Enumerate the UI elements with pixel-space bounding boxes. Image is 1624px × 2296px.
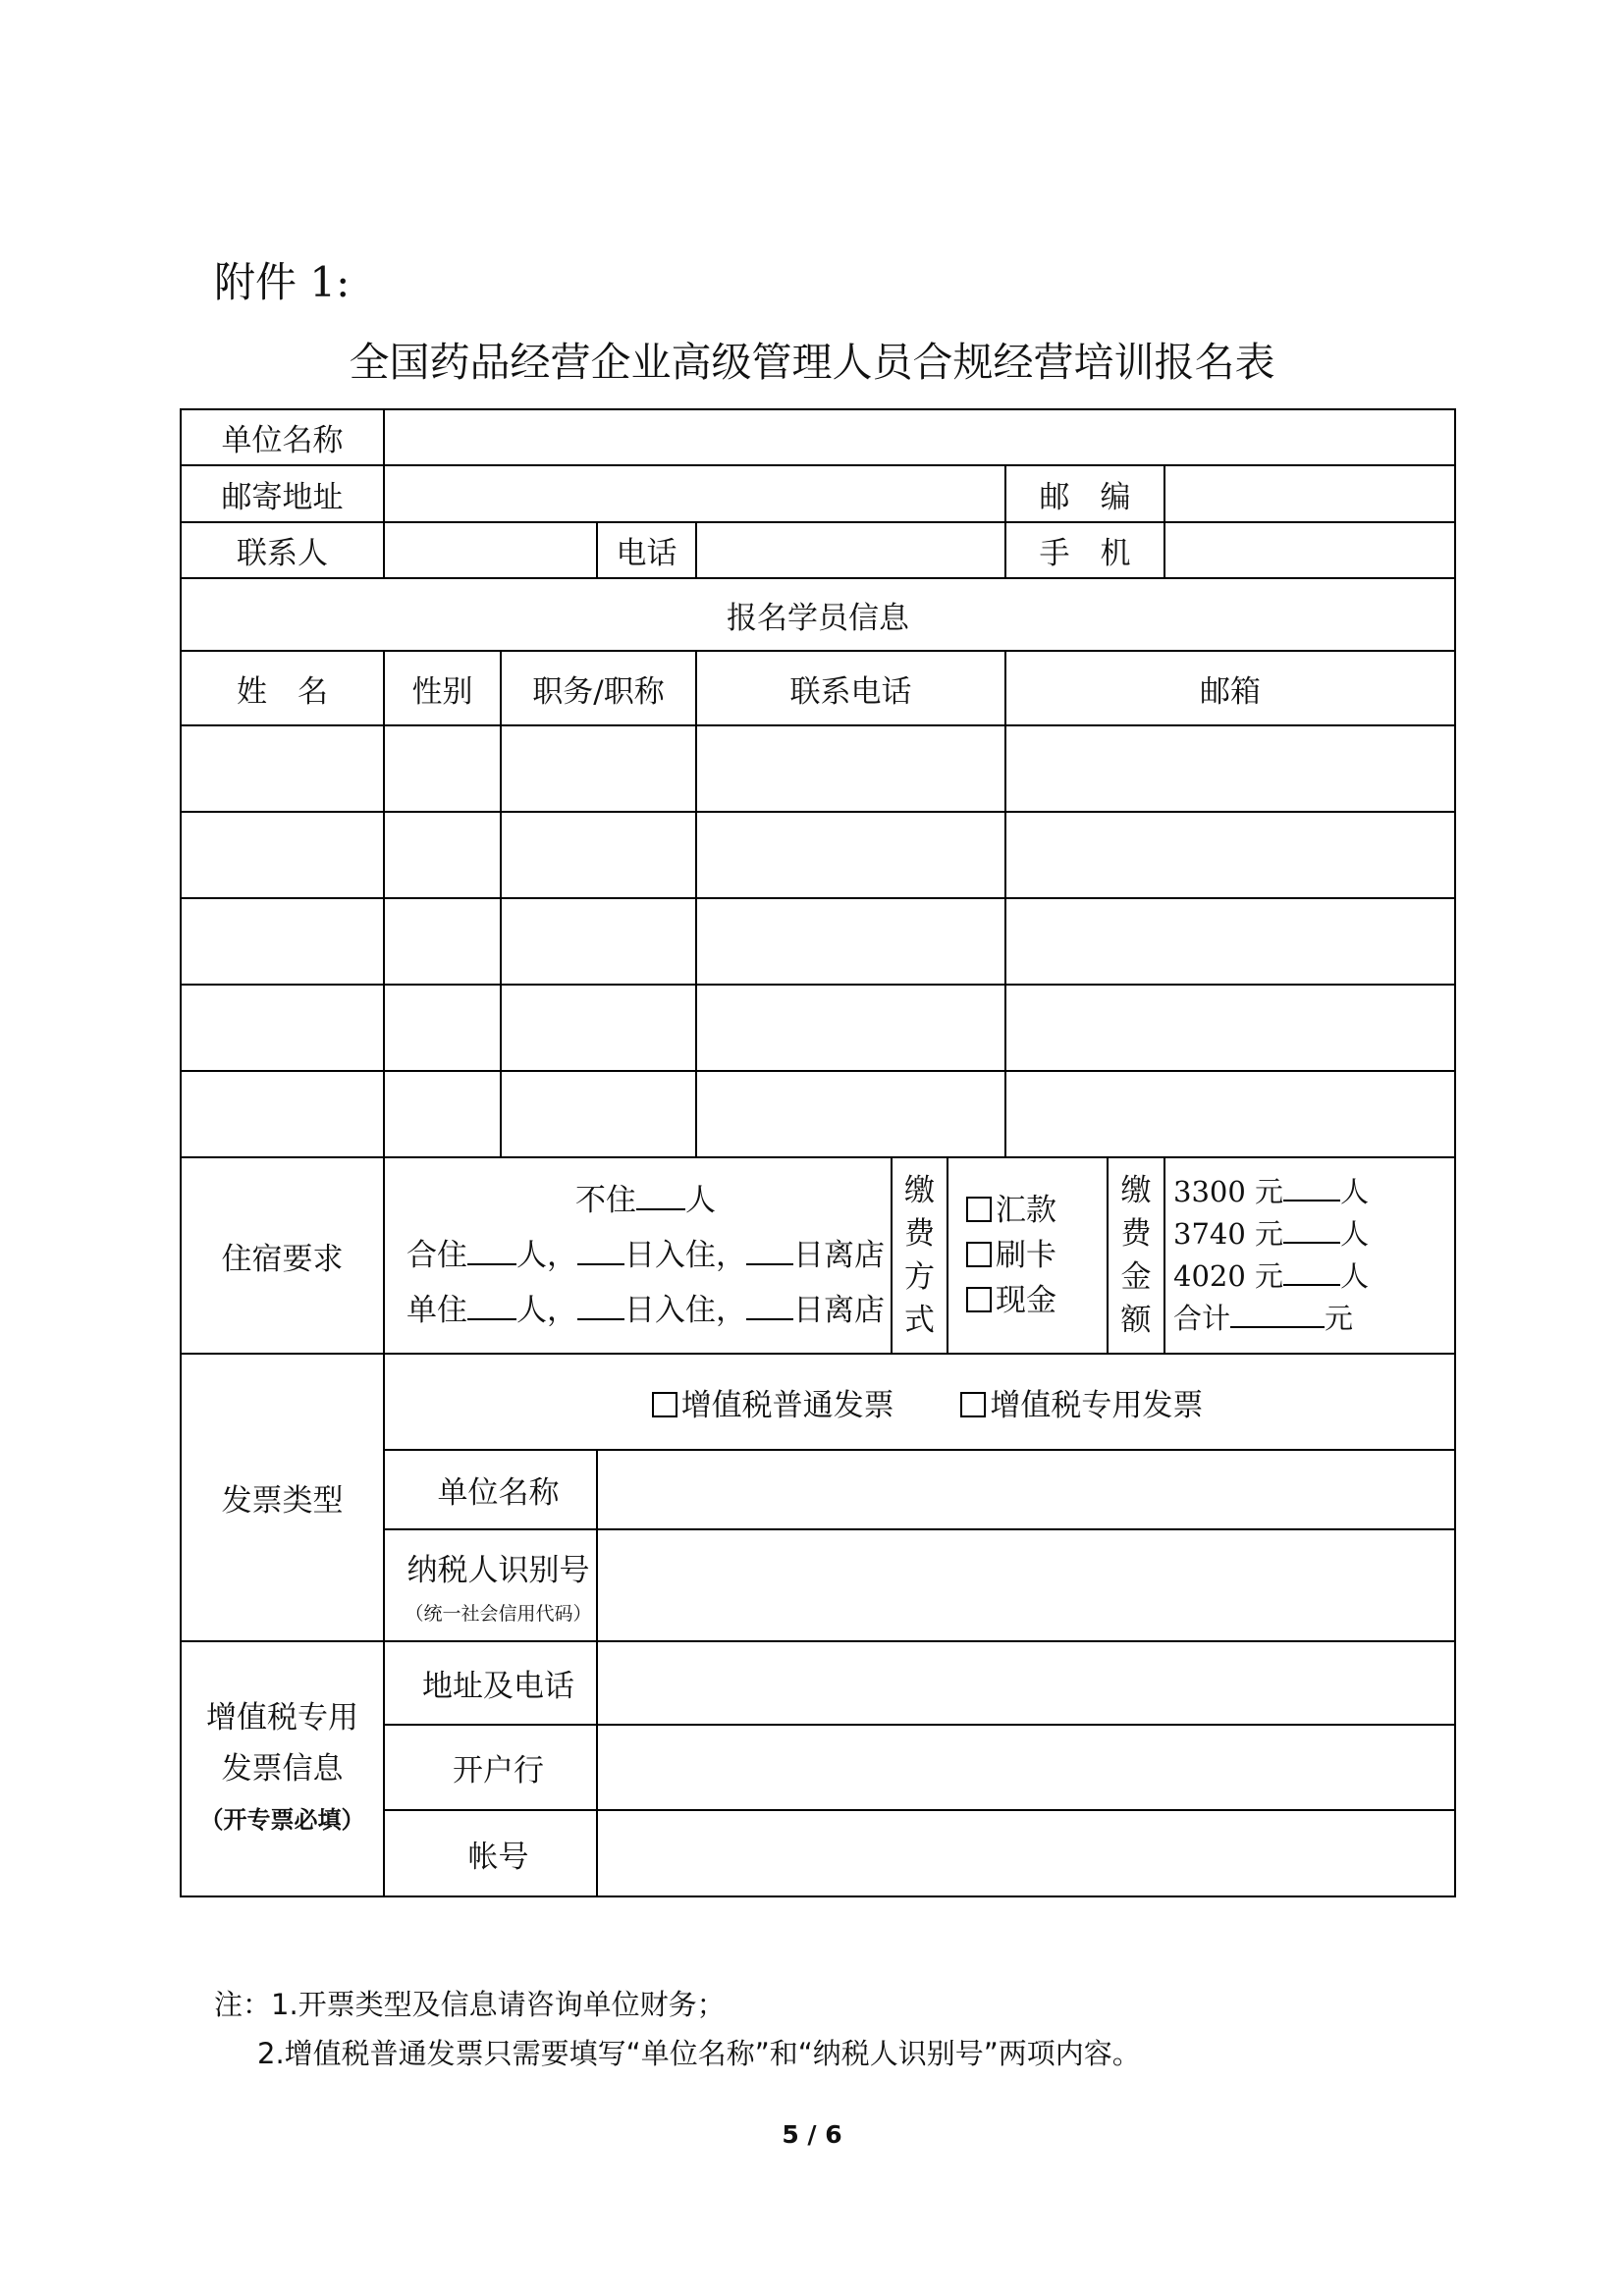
note-line-2: 2.增值税普通发票只需要填写“单位名称”和“纳税人识别号”两项内容。	[257, 2037, 1141, 2070]
account-label: 帐号	[384, 1810, 597, 1896]
student-position-cell[interactable]	[501, 812, 696, 898]
unit-name-field[interactable]	[384, 409, 1455, 465]
table-row	[181, 725, 1455, 812]
special-invoice-label: 增值税专用 发票信息 （开专票必填）	[181, 1641, 384, 1896]
invoice-unit-name-field[interactable]	[597, 1450, 1455, 1529]
lodging-options	[384, 1157, 892, 1354]
lodging-single-blank[interactable]	[467, 1288, 516, 1320]
fee-line-4020: 4020 元 人	[1165, 1255, 1454, 1298]
registration-form	[180, 408, 1456, 1897]
student-info-section-title: 报名学员信息	[181, 578, 1455, 651]
postcode-field[interactable]	[1164, 465, 1455, 522]
student-position-cell[interactable]	[501, 898, 696, 985]
checkbox-icon[interactable]	[966, 1287, 992, 1312]
invoice-option-special[interactable]: 增值税专用发票	[960, 1388, 1203, 1423]
student-phone-cell[interactable]	[696, 985, 1005, 1071]
address-phone-label: 地址及电话	[384, 1641, 597, 1725]
table-row	[181, 985, 1455, 1071]
fee-total-line: 合计 元	[1165, 1298, 1454, 1340]
lodging-none-line: 不住 人	[401, 1173, 891, 1228]
taxpayer-id-label: 纳税人识别号 （统一社会信用代码）	[384, 1529, 597, 1641]
checkbox-icon[interactable]	[652, 1392, 677, 1417]
student-email-cell[interactable]	[1005, 725, 1455, 812]
student-position-cell[interactable]	[501, 725, 696, 812]
fee-total-blank[interactable]	[1230, 1298, 1325, 1328]
contact-field[interactable]	[384, 522, 597, 578]
lodging-single-line: 单住 人， 日入住， 日离店	[401, 1283, 891, 1338]
lodging-none-blank[interactable]	[636, 1178, 685, 1210]
lodging-single-checkin-blank[interactable]	[577, 1288, 624, 1320]
contact-label: 联系人	[181, 522, 384, 578]
payment-option-card[interactable]: 刷卡	[948, 1233, 1107, 1278]
account-field[interactable]	[597, 1810, 1455, 1896]
fee-3300-blank[interactable]	[1283, 1171, 1340, 1201]
student-gender-cell[interactable]	[384, 812, 501, 898]
student-position-cell[interactable]	[501, 1071, 696, 1157]
phone-label: 电话	[597, 522, 696, 578]
invoice-type-options	[384, 1354, 1455, 1450]
payment-amount-label: 缴 费 金 额	[1108, 1157, 1164, 1354]
mobile-label: 手 机	[1005, 522, 1164, 578]
column-header-position: 职务/职称	[501, 651, 696, 725]
phone-field[interactable]	[696, 522, 1005, 578]
page-title: 全国药品经营企业高级管理人员合规经营培训报名表	[349, 339, 1275, 386]
student-name-cell[interactable]	[181, 898, 384, 985]
student-email-cell[interactable]	[1005, 985, 1455, 1071]
fee-line-3300: 3300 元 人	[1165, 1171, 1454, 1213]
payment-method-label: 缴 费 方 式	[892, 1157, 947, 1354]
invoice-option-general[interactable]: 增值税普通发票	[652, 1388, 894, 1423]
column-header-gender: 性别	[384, 651, 501, 725]
student-gender-cell[interactable]	[384, 725, 501, 812]
attachment-label: 附件 1:	[214, 258, 351, 306]
payment-method-options	[947, 1157, 1108, 1354]
payment-option-cash[interactable]: 现金	[948, 1278, 1107, 1323]
fee-line-3740: 3740 元 人	[1165, 1213, 1454, 1255]
student-phone-cell[interactable]	[696, 898, 1005, 985]
address-label: 邮寄地址	[181, 465, 384, 522]
table-row	[181, 898, 1455, 985]
student-name-cell[interactable]	[181, 812, 384, 898]
student-phone-cell[interactable]	[696, 725, 1005, 812]
student-name-cell[interactable]	[181, 1071, 384, 1157]
student-gender-cell[interactable]	[384, 898, 501, 985]
mobile-field[interactable]	[1164, 522, 1455, 578]
student-gender-cell[interactable]	[384, 1071, 501, 1157]
table-row	[181, 812, 1455, 898]
column-header-name: 姓 名	[181, 651, 384, 725]
lodging-shared-line: 合住 人， 日入住， 日离店	[401, 1228, 891, 1283]
student-name-cell[interactable]	[181, 725, 384, 812]
lodging-shared-checkout-blank[interactable]	[746, 1233, 793, 1265]
lodging-single-checkout-blank[interactable]	[746, 1288, 793, 1320]
payment-amount-details	[1164, 1157, 1455, 1354]
invoice-unit-name-label: 单位名称	[384, 1450, 597, 1529]
column-header-email: 邮箱	[1005, 651, 1455, 725]
taxpayer-id-field[interactable]	[597, 1529, 1455, 1641]
checkbox-icon[interactable]	[960, 1392, 986, 1417]
table-row	[181, 1071, 1455, 1157]
invoice-type-label: 发票类型	[181, 1354, 384, 1641]
address-field[interactable]	[384, 465, 1005, 522]
student-email-cell[interactable]	[1005, 898, 1455, 985]
fee-3740-blank[interactable]	[1283, 1213, 1340, 1244]
postcode-label: 邮 编	[1005, 465, 1164, 522]
column-header-phone: 联系电话	[696, 651, 1005, 725]
lodging-shared-checkin-blank[interactable]	[577, 1233, 624, 1265]
address-phone-field[interactable]	[597, 1641, 1455, 1725]
checkbox-icon[interactable]	[966, 1242, 992, 1267]
note-line-1: 注：1.开票类型及信息请咨询单位财务；	[214, 1988, 726, 2021]
fee-4020-blank[interactable]	[1283, 1255, 1340, 1286]
checkbox-icon[interactable]	[966, 1197, 992, 1222]
student-email-cell[interactable]	[1005, 812, 1455, 898]
student-position-cell[interactable]	[501, 985, 696, 1071]
lodging-label: 住宿要求	[181, 1157, 384, 1354]
bank-label: 开户行	[384, 1725, 597, 1810]
student-phone-cell[interactable]	[696, 812, 1005, 898]
page-number: 5 / 6	[782, 2120, 842, 2149]
lodging-shared-blank[interactable]	[467, 1233, 516, 1265]
bank-field[interactable]	[597, 1725, 1455, 1810]
student-gender-cell[interactable]	[384, 985, 501, 1071]
unit-name-label: 单位名称	[181, 409, 384, 465]
student-phone-cell[interactable]	[696, 1071, 1005, 1157]
student-email-cell[interactable]	[1005, 1071, 1455, 1157]
payment-option-transfer[interactable]: 汇款	[948, 1188, 1107, 1233]
student-name-cell[interactable]	[181, 985, 384, 1071]
